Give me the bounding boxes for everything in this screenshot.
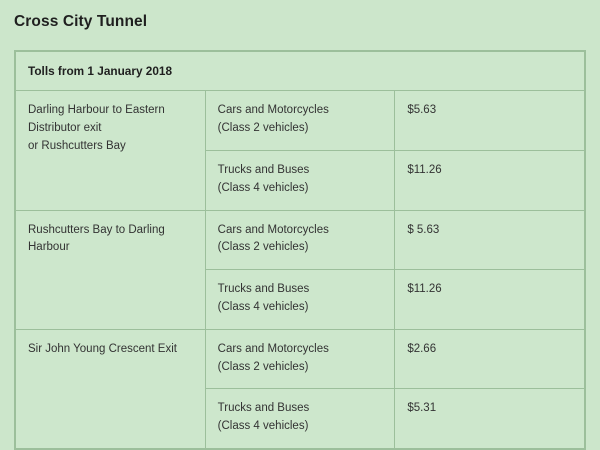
tolls-table [15,51,585,449]
price-cell: $ 5.63 [395,210,585,270]
table-header-label: Tolls from 1 January 2018 [16,52,585,91]
table-row [16,210,585,270]
tolls-table-body [16,52,585,449]
table-row [16,91,585,151]
vehicle-class-cell [205,150,395,210]
vehicle-class-line-1: Trucks and Buses [217,402,310,415]
route-line-1: Sir John Young Crescent Exit [28,342,177,355]
price-cell: $11.26 [395,150,585,210]
route-line-2: or Rushcutters Bay [28,139,126,152]
price-cell: $5.31 [395,389,585,449]
table-header-row [16,52,585,91]
page-title: Cross City Tunnel [14,13,148,30]
vehicle-class-cell [205,270,395,330]
price-cell: $11.26 [395,270,585,330]
route-cell [16,210,206,329]
vehicle-class-line-2: (Class 2 vehicles) [217,360,309,373]
route-line-1: Darling Harbour to Eastern Distributor exit [28,104,165,135]
vehicle-class-cell [205,389,395,449]
vehicle-class-line-1: Trucks and Buses [217,163,310,176]
vehicle-class-line-1: Trucks and Buses [217,283,310,296]
tolls-table-container [14,50,586,450]
vehicle-class-line-2: (Class 2 vehicles) [217,122,309,135]
vehicle-class-line-2: (Class 4 vehicles) [217,300,309,313]
table-row [16,329,585,389]
vehicle-class-line-1: Cars and Motorcycles [217,104,329,117]
vehicle-class-line-1: Cars and Motorcycles [217,223,329,236]
price-cell: $2.66 [395,329,585,389]
vehicle-class-line-1: Cars and Motorcycles [217,342,329,355]
vehicle-class-cell [205,91,395,151]
price-cell: $5.63 [395,91,585,151]
route-cell [16,329,206,448]
vehicle-class-line-2: (Class 2 vehicles) [217,241,309,254]
vehicle-class-line-2: (Class 4 vehicles) [217,420,309,433]
vehicle-class-line-2: (Class 4 vehicles) [217,181,309,194]
vehicle-class-cell [205,210,395,270]
route-line-1: Rushcutters Bay to Darling Harbour [28,223,165,254]
route-cell [16,91,206,210]
vehicle-class-cell [205,329,395,389]
